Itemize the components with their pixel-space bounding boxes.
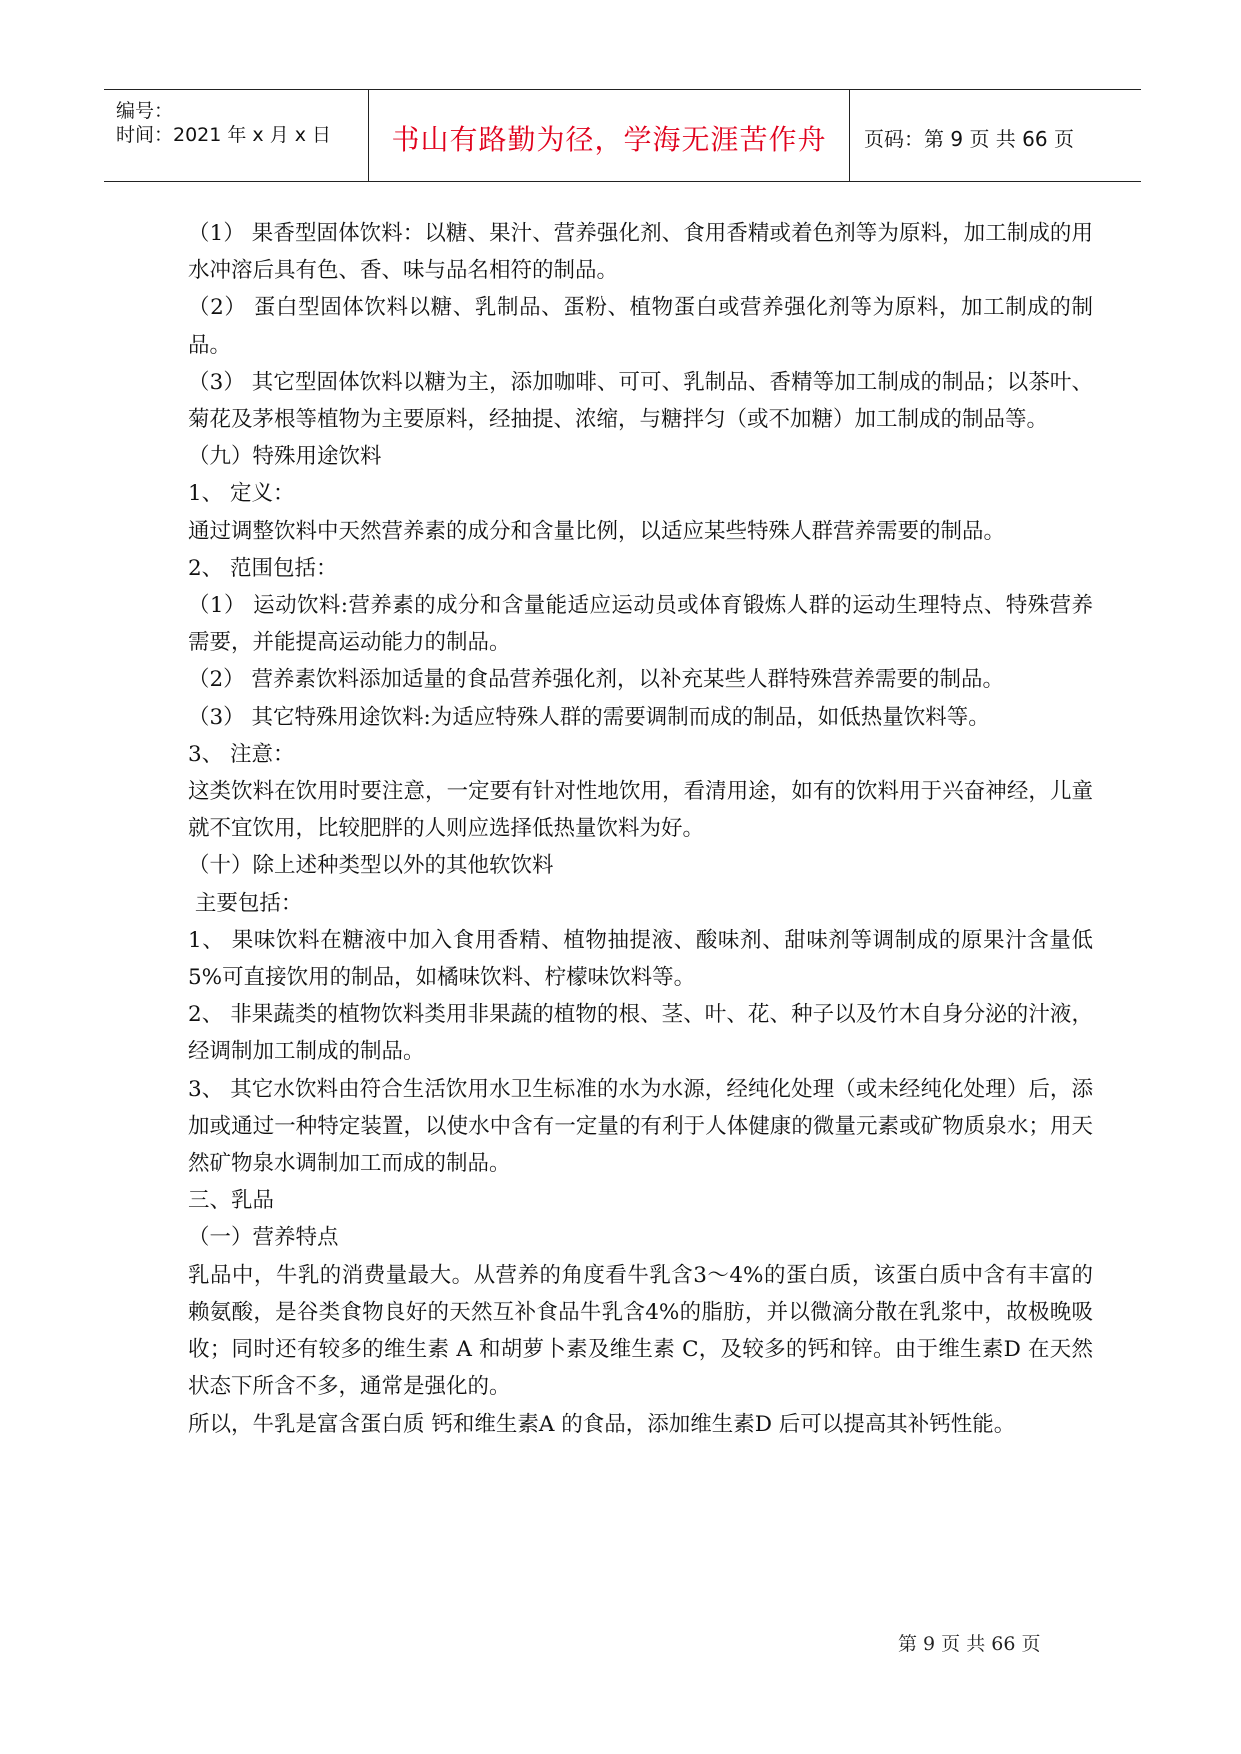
header-motto-cell (369, 90, 850, 181)
document-time-label: 时间：2021 年 x 月 x 日 (116, 124, 332, 146)
paragraph: 2、 非果蔬类的植物饮料类用非果蔬的植物的根、茎、叶、花、种子以及竹木自身分泌的汁液，经调制加工制成的制品。 (188, 1002, 1093, 1065)
subheading: 2、 范围包括： (188, 555, 338, 581)
paragraph: （1） 果香型固体饮料：以糖、果汁、营养强化剂、食用香精或着色剂等为原料，加工制成的用水冲溶后具有色、香、味与品名相符的制品。 (188, 221, 1093, 284)
paragraph: （2） 蛋白型固体饮料以糖、乳制品、蛋粉、植物蛋白或营养强化剂等为原料，加工制成的制品。 (188, 295, 1093, 358)
section-heading: （九）特殊用途饮料 (188, 444, 382, 470)
paragraph: 3、 其它水饮料由符合生活饮用水卫生标准的水为水源，经纯化处理（或未经纯化处理）后，添加或通过一种特定装置，以使水中含有一定量的有利于人体健康的微量元素或矿物质泉水；用天然矿物泉水调制加工而成的制品。 (188, 1076, 1093, 1177)
paragraph: 所以，牛乳是富含蛋白质 钙和维生素A 的食品，添加维生素D 后可以提高其补钙性能。 (188, 1411, 1016, 1437)
header-page-cell (850, 90, 1141, 181)
subheading: 3、 注意： (188, 741, 295, 767)
section-heading: 三、乳品 (188, 1188, 275, 1214)
paragraph: （3） 其它特殊用途饮料:为适应特殊人群的需要调制而成的制品，如低热量饮料等。 (188, 704, 990, 730)
subheading: 1、 定义： (188, 481, 295, 507)
subheading: （一）营养特点 (188, 1225, 339, 1251)
header-motto: 书山有路勤为径，学海无涯苦作舟 (391, 123, 827, 156)
document-body (188, 215, 1093, 1443)
page-footer: 第 9 页 共 66 页 (898, 1633, 1041, 1655)
paragraph: 乳品中，牛乳的消费量最大。从营养的角度看牛乳含3～4%的蛋白质，该蛋白质中含有丰富的赖氨酸，是谷类食物良好的天然互补食品牛乳含4%的脂肪，并以微滴分散在乳浆中，故极晚吸收；同时还有较多的维生素 A 和胡萝卜素及维生素 C，及较多的钙和锌。由于维生素D 在天然状态下所含不多，通常是强化的。 (188, 1262, 1093, 1400)
paragraph: （3） 其它型固体饮料以糖为主，添加咖啡、可可、乳制品、香精等加工制成的制品；以茶叶、菊花及茅根等植物为主要原料，经抽提、浓缩，与糖拌匀（或不加糖）加工制成的制品等。 (188, 369, 1093, 433)
document-number-label: 编号： (116, 100, 174, 122)
header-info-cell (104, 90, 369, 181)
page-header (104, 89, 1141, 182)
paragraph: （1） 运动饮料:营养素的成分和含量能适应运动员或体育锻炼人群的运动生理特点、特殊营养需要，并能提高运动能力的制品。 (188, 593, 1093, 656)
paragraph: 1、 果味饮料在糖液中加入食用香精、植物抽提液、酸味剂、甜味剂等调制成的原果汁含量低5%可直接饮用的制品，如橘味饮料、柠檬味饮料等。 (188, 927, 1093, 991)
paragraph: （2） 营养素饮料添加适量的食品营养强化剂，以补充某些人群特殊营养需要的制品。 (188, 667, 1005, 693)
header-page-number: 页码：第 9 页 共 66 页 (864, 127, 1074, 151)
paragraph: 通过调整饮料中天然营养素的成分和含量比例，以适应某些特殊人群营养需要的制品。 (188, 518, 1006, 544)
section-heading: （十）除上述种类型以外的其他软饮料 (188, 853, 554, 879)
subheading: 主要包括： (188, 890, 303, 916)
paragraph: 这类饮料在饮用时要注意，一定要有针对性地饮用，看清用途，如有的饮料用于兴奋神经，儿童就不宜饮用，比较肥胖的人则应选择低热量饮料为好。 (188, 779, 1093, 842)
